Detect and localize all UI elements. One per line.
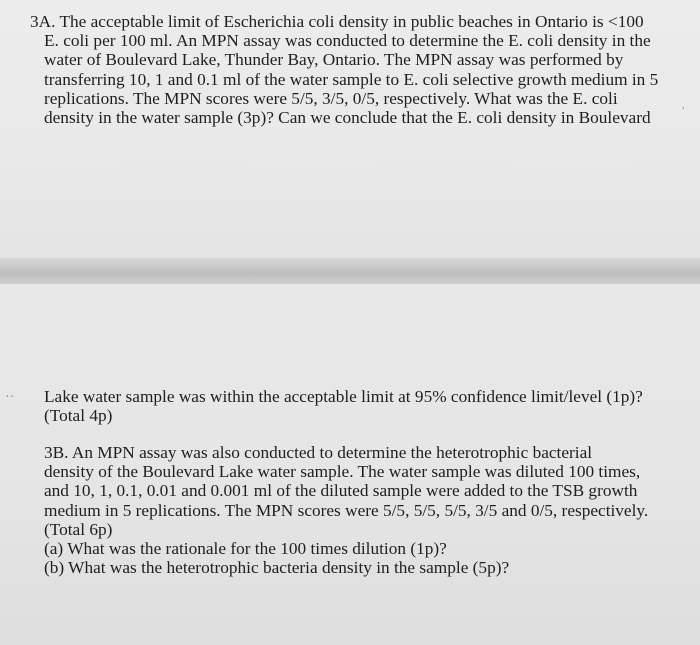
text-line: (Total 4p) [44,406,113,426]
text-line: medium in 5 replications. The MPN scores were 5/5, 5/5, 5/5, 3/5 and 0/5, respectively. [44,500,649,520]
text-line: water of Boulevard Lake, Thunder Bay, Ontario. The MPN assay was performed by [44,50,624,70]
text-line: E. coli per 100 ml. An MPN assay was conducted to determine the E. coli density in the [44,31,651,51]
text-line: density in the water sample (3p)? Can we conclude that the E. coli density in Boulevard [44,108,651,128]
page-divider [0,258,700,284]
text-line: (b) What was the heterotrophic bacteria density in the sample (5p)? [44,558,510,578]
problem-3b-text [44,443,684,577]
text-line: (Total 6p) [44,519,113,539]
margin-mark: ·· [5,390,15,405]
text-line: Lake water sample was within the acceptable limit at 95% confidence limit/level (1p)? [44,387,643,406]
text-line: and 10, 1, 0.1, 0.01 and 0.001 ml of the diluted sample were added to the TSB growth [44,481,638,501]
text-line: 3B. An MPN assay was also conducted to determine the heterotrophic bacterial [44,443,593,462]
problem-3a-text [30,12,684,128]
text-line: replications. The MPN scores were 5/5, 3/5, 0/5, respectively. What was the E. coli [44,88,618,108]
margin-mark: , [682,100,685,111]
text-line: density of the Boulevard Lake water sample. The water sample was diluted 100 times, [44,462,641,482]
text-line: (a) What was the rationale for the 100 times dilution (1p)? [44,539,447,559]
text-line: transferring 10, 1 and 0.1 ml of the water sample to E. coli selective growth medium in 5 [44,69,659,89]
problem-3a-continuation [44,387,684,425]
text-line: 3A. The acceptable limit of Escherichia coli density in public beaches in Ontario is <100 [30,12,644,31]
